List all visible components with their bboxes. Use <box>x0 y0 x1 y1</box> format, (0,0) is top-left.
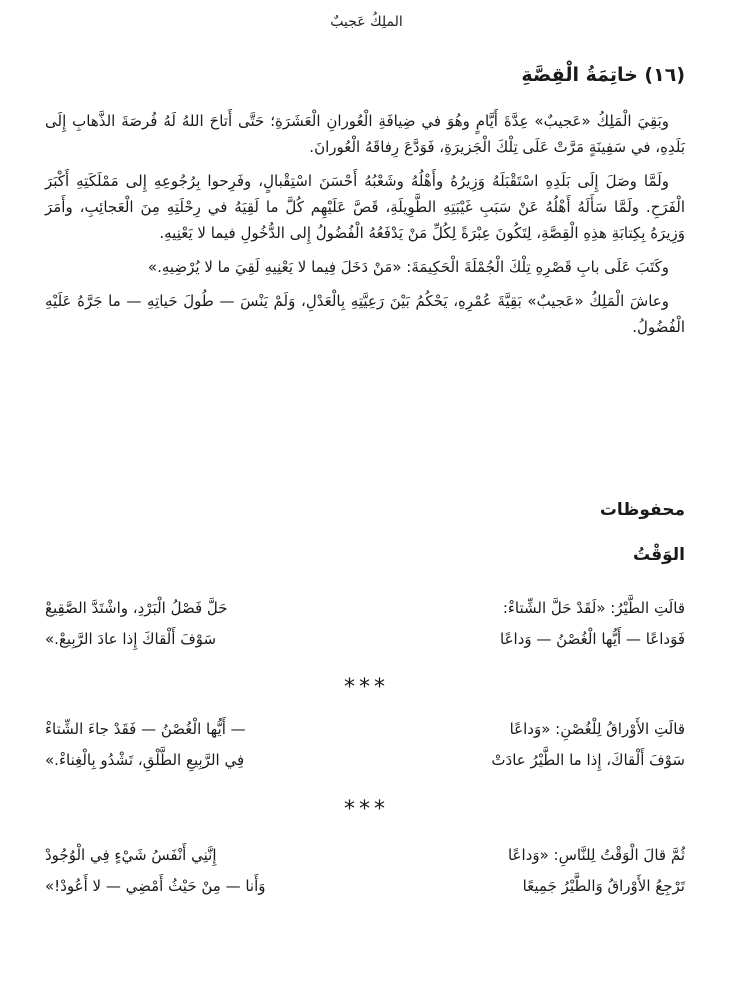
second-hemistich: فِي الرَّبِيعِ الطَّلْقِ، تَشْدُو بِالْغِناءْ.» <box>45 751 245 769</box>
chapter-title: (١٦) خاتِمَةُ الْقِصَّةِ <box>521 64 685 86</box>
running-header: الملِكُ عَجيبٌ <box>330 14 403 30</box>
second-hemistich: — أَيُّها الْغُصْنُ — فَقَدْ جاءَ الشِّتاءْ <box>45 720 246 738</box>
first-hemistich: تَرْجِعُ الأَوْراقُ وَالطَّيْرُ جَمِيعًا <box>522 877 685 895</box>
first-hemistich: سَوْفَ أَلْقاكَ، إِذا ما الطَّيْرُ عادَتْ <box>491 751 685 769</box>
first-hemistich: قالَتِ الطَّيْرُ: «لَقَدْ حَلَّ الشِّتاءْ: <box>502 599 685 617</box>
second-hemistich: وَأَنا — مِنْ حَيْثُ أَمْضِي — لا أَعُودْ!» <box>45 877 266 895</box>
verse-line <box>45 840 685 871</box>
first-hemistich: فَوَداعًا — أَيُّها الْغُصْنُ — وَداعًا <box>500 630 685 648</box>
poem-title: الوَقْتُ <box>633 545 685 565</box>
first-hemistich: قالَتِ الأَوْراقُ لِلْغُصْنِ: «وَداعًا <box>509 720 685 738</box>
paragraph: وبَقِيَ الْمَلِكُ «عَجيبٌ» عِدَّةَ أَيَّامٍ وهُوَ في ضِيافَةِ الْعُورانِ الْعَشَرَةِ؛ حَتَّى أَتاحَ اللهُ لَهُ فُرصَةَ الذَّهابِ إِلَى بَلَدِهِ، في سَفِينَةٍ مَرَّتْ عَلَى تِلْكَ الْجَزيرَةِ، فَوَدَّعَ رِفاقَهُ الْعُورانَ. <box>45 112 685 156</box>
second-hemistich: سَوْفَ أَلْقاكَ إِذا عادَ الرَّبِيعْ.» <box>45 630 217 648</box>
paragraph: ولَمَّا وصَلَ إِلَى بَلَدِهِ اسْتَقْبَلَهُ وَزِيرُهُ وأَهْلُهُ وشَعْبُهُ أَحْسَنَ اسْتِقْبالٍ، وفَرِحوا بِرُجُوعِهِ إِلى مَمْلَكَتِهِ أَكْبَرَ الْفَرَحِ. ولَمَّا سَأَلَهُ أَهْلُهُ عَنْ سَبَبِ غَيْبَتِهِ الطَّوِيلَةِ، قَصَّ عَلَيْهِم كُلَّ ما لَقِيَهُ في رِحْلَتِهِ مِنَ الْعَجائِبِ، وأَمَرَ وَزِيرَهُ بِكِتابَةِ هذِهِ الْقِصَّةِ، لِتَكُونَ عِبْرَةً لِكُلِّ مَنْ يَدْفَعُهُ الْفُضُولُ إِلى الدُّخُولِ فيما لا يَعْنِيهِ. <box>45 172 685 242</box>
verse-line <box>45 624 685 655</box>
verse-line <box>45 745 685 776</box>
verse-line <box>45 593 685 624</box>
poem-stanza <box>45 840 685 902</box>
poem-stanza <box>45 714 685 776</box>
second-hemistich: إِنَّنِي أَنْفَسُ شَيْءٍ فِي الْوُجُودْ <box>45 846 217 864</box>
verse-line <box>45 714 685 745</box>
section-title: محفوظات <box>599 500 685 520</box>
verse-line <box>45 871 685 902</box>
paragraph: وعاشَ الْمَلِكُ «عَجيبٌ» بَقِيَّةَ عُمْرِهِ، يَحْكُمُ بَيْنَ رَعِيَّتِهِ بِالْعَدْلِ، وَلَمْ يَنْسَ — طُولَ حَياتِهِ — ما جَرَّهُ عَلَيْهِ الْفُضُولُ. <box>45 292 685 336</box>
poem-stanza <box>45 593 685 655</box>
second-hemistich: حَلَّ فَصْلُ الْبَرْدِ، واشْتَدَّ الصَّقِيعْ <box>45 599 228 617</box>
stanza-separator: *** <box>344 797 389 822</box>
stanza-separator: *** <box>344 675 389 700</box>
first-hemistich: ثُمَّ قالَ الْوَقْتُ لِلنَّاسِ: «وَداعًا <box>507 846 685 864</box>
chapter-text <box>45 108 685 348</box>
paragraph: وكَتَبَ عَلَى بابِ قَصْرِهِ تِلْكَ الْجُمْلَةَ الْحَكِيمَةَ: «مَنْ دَخَلَ فِيما لا يَعْنِيهِ لَقِيَ ما لا يُرْضِيهِ.» <box>147 258 669 276</box>
